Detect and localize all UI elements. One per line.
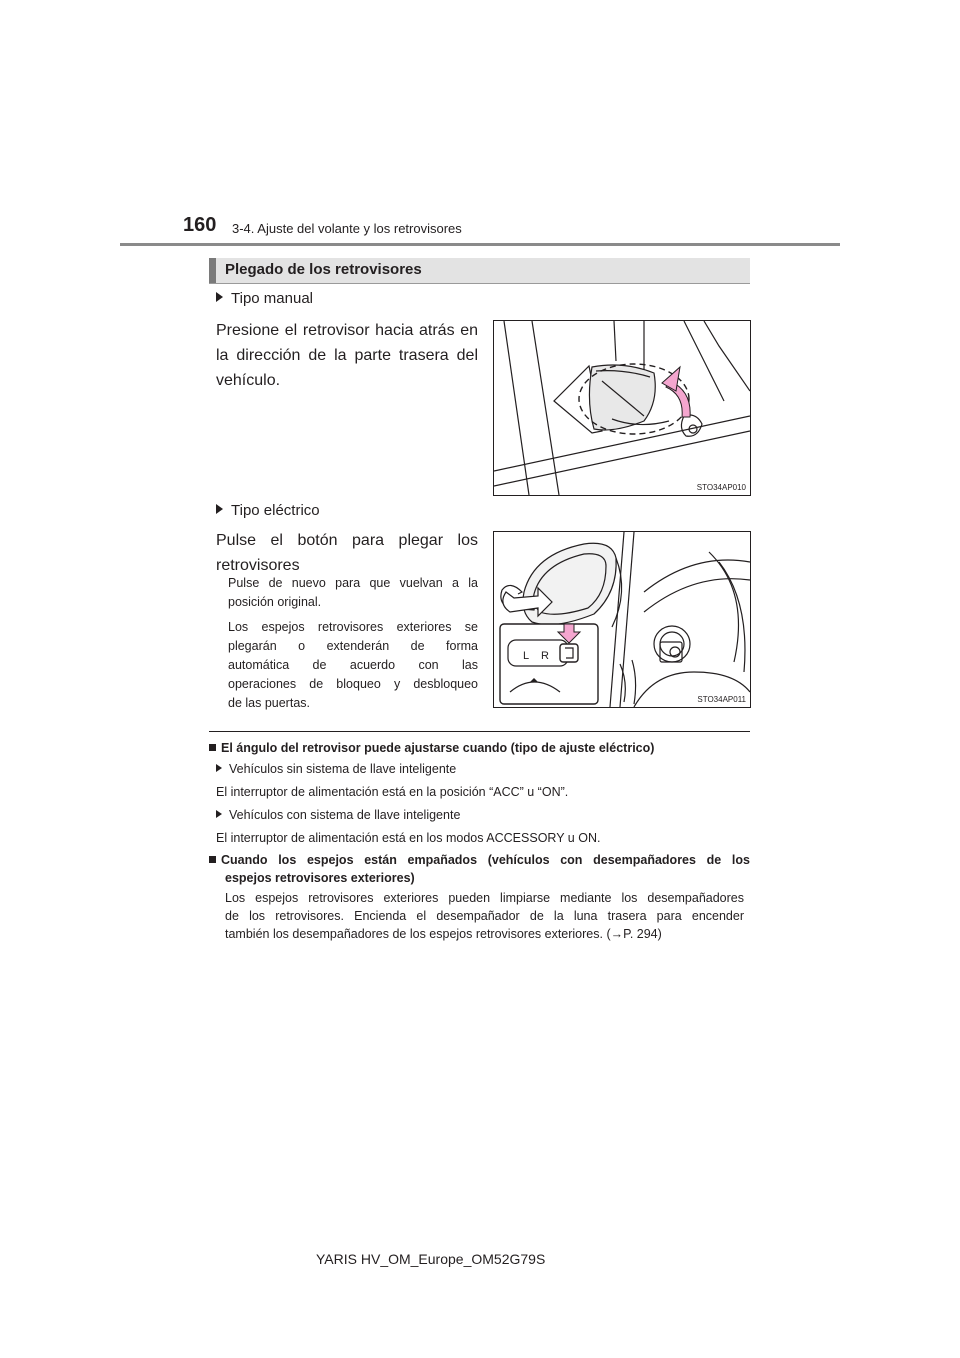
electric-mirror-figure [493,531,751,708]
manual-instruction [216,318,478,393]
switch-left-label: L [523,650,530,662]
figure-code: STO34AP011 [697,695,746,704]
electric-type-text: Tipo eléctrico [231,502,320,519]
section-heading-label: Plegado de los retrovisores [225,261,422,278]
section-heading [209,258,750,284]
fog-note-line: de los retrovisores. Encienda el desempañador de la luna trasera para encender [225,909,744,923]
section-heading-bar [209,258,216,283]
electric-note-line: operaciones de bloqueo y desbloqueo [228,677,478,691]
fog-note-heading-line [209,851,750,869]
notes-divider [209,731,750,732]
electric-mirror-illustration [494,532,750,707]
page-number: 160 [183,214,217,236]
electric-note-1 [228,574,478,612]
no-key-label-text: Vehículos sin sistema de llave inteligente [229,762,457,776]
no-key-text: El interruptor de alimentación está en la posición “ACC” u “ON”. [216,785,569,799]
footer-document-id: YARIS HV_OM_Europe_OM52G79S [316,1251,546,1267]
with-key-label [216,806,460,824]
electric-instruction [216,528,478,578]
manual-instruction-line: vehículo. [216,372,281,389]
triangle-bullet-icon [216,292,223,302]
angle-note-heading-text: El ángulo del retrovisor puede ajustarse cuando (tipo de ajuste eléctrico) [221,741,655,755]
chapter-title: 3-4. Ajuste del volante y los retrovisores [232,221,462,236]
electric-type-label [216,502,320,519]
electric-note-line: posición original. [228,595,322,609]
fog-note-heading [209,851,750,887]
triangle-bullet-icon [216,764,222,772]
manual-mirror-illustration [494,321,750,495]
square-bullet-icon [209,856,216,863]
fog-note-line: Los espejos retrovisores exteriores pueden limpiarse mediante los desempañadores [225,891,744,905]
triangle-bullet-icon [216,504,223,514]
fog-note-heading-text: Cuando los espejos están empañados (vehículos con desempañadores de los [221,853,750,867]
with-key-label-text: Vehículos con sistema de llave inteligente [229,808,461,822]
electric-instruction-line: retrovisores [216,557,300,574]
electric-note-line: Los espejos retrovisores exteriores se [228,620,478,634]
switch-right-label: R [541,650,549,662]
square-bullet-icon [209,744,216,751]
angle-note-heading [209,739,750,757]
manual-type-text: Tipo manual [231,290,313,307]
electric-note-line: de las puertas. [228,696,310,710]
with-key-text: El interruptor de alimentación está en los modos ACCESSORY u ON. [216,831,601,845]
manual-instruction-line: Presione el retrovisor hacia atrás en [216,322,478,339]
triangle-bullet-icon [216,810,222,818]
manual-type-label [216,290,313,307]
electric-note-2 [228,618,478,713]
electric-note-line: Pulse de nuevo para que vuelvan a la [228,576,478,590]
electric-note-line: automática de acuerdo con las [228,658,478,672]
no-key-label [216,760,456,778]
manual-instruction-line: la dirección de la parte trasera del [216,347,478,364]
fog-note-heading-line: espejos retrovisores exteriores) [225,871,415,885]
electric-instruction-line: Pulse el botón para plegar los [216,532,478,549]
manual-mirror-figure [493,320,751,496]
electric-note-line: plegarán o extenderán de forma [228,639,478,653]
figure-code: STO34AP010 [696,483,746,492]
fog-note-line: también los desempañadores de los espejos retrovisores exteriores. (→P. 294) [225,927,662,941]
header-rule [120,243,840,246]
fog-note-text [225,889,744,943]
